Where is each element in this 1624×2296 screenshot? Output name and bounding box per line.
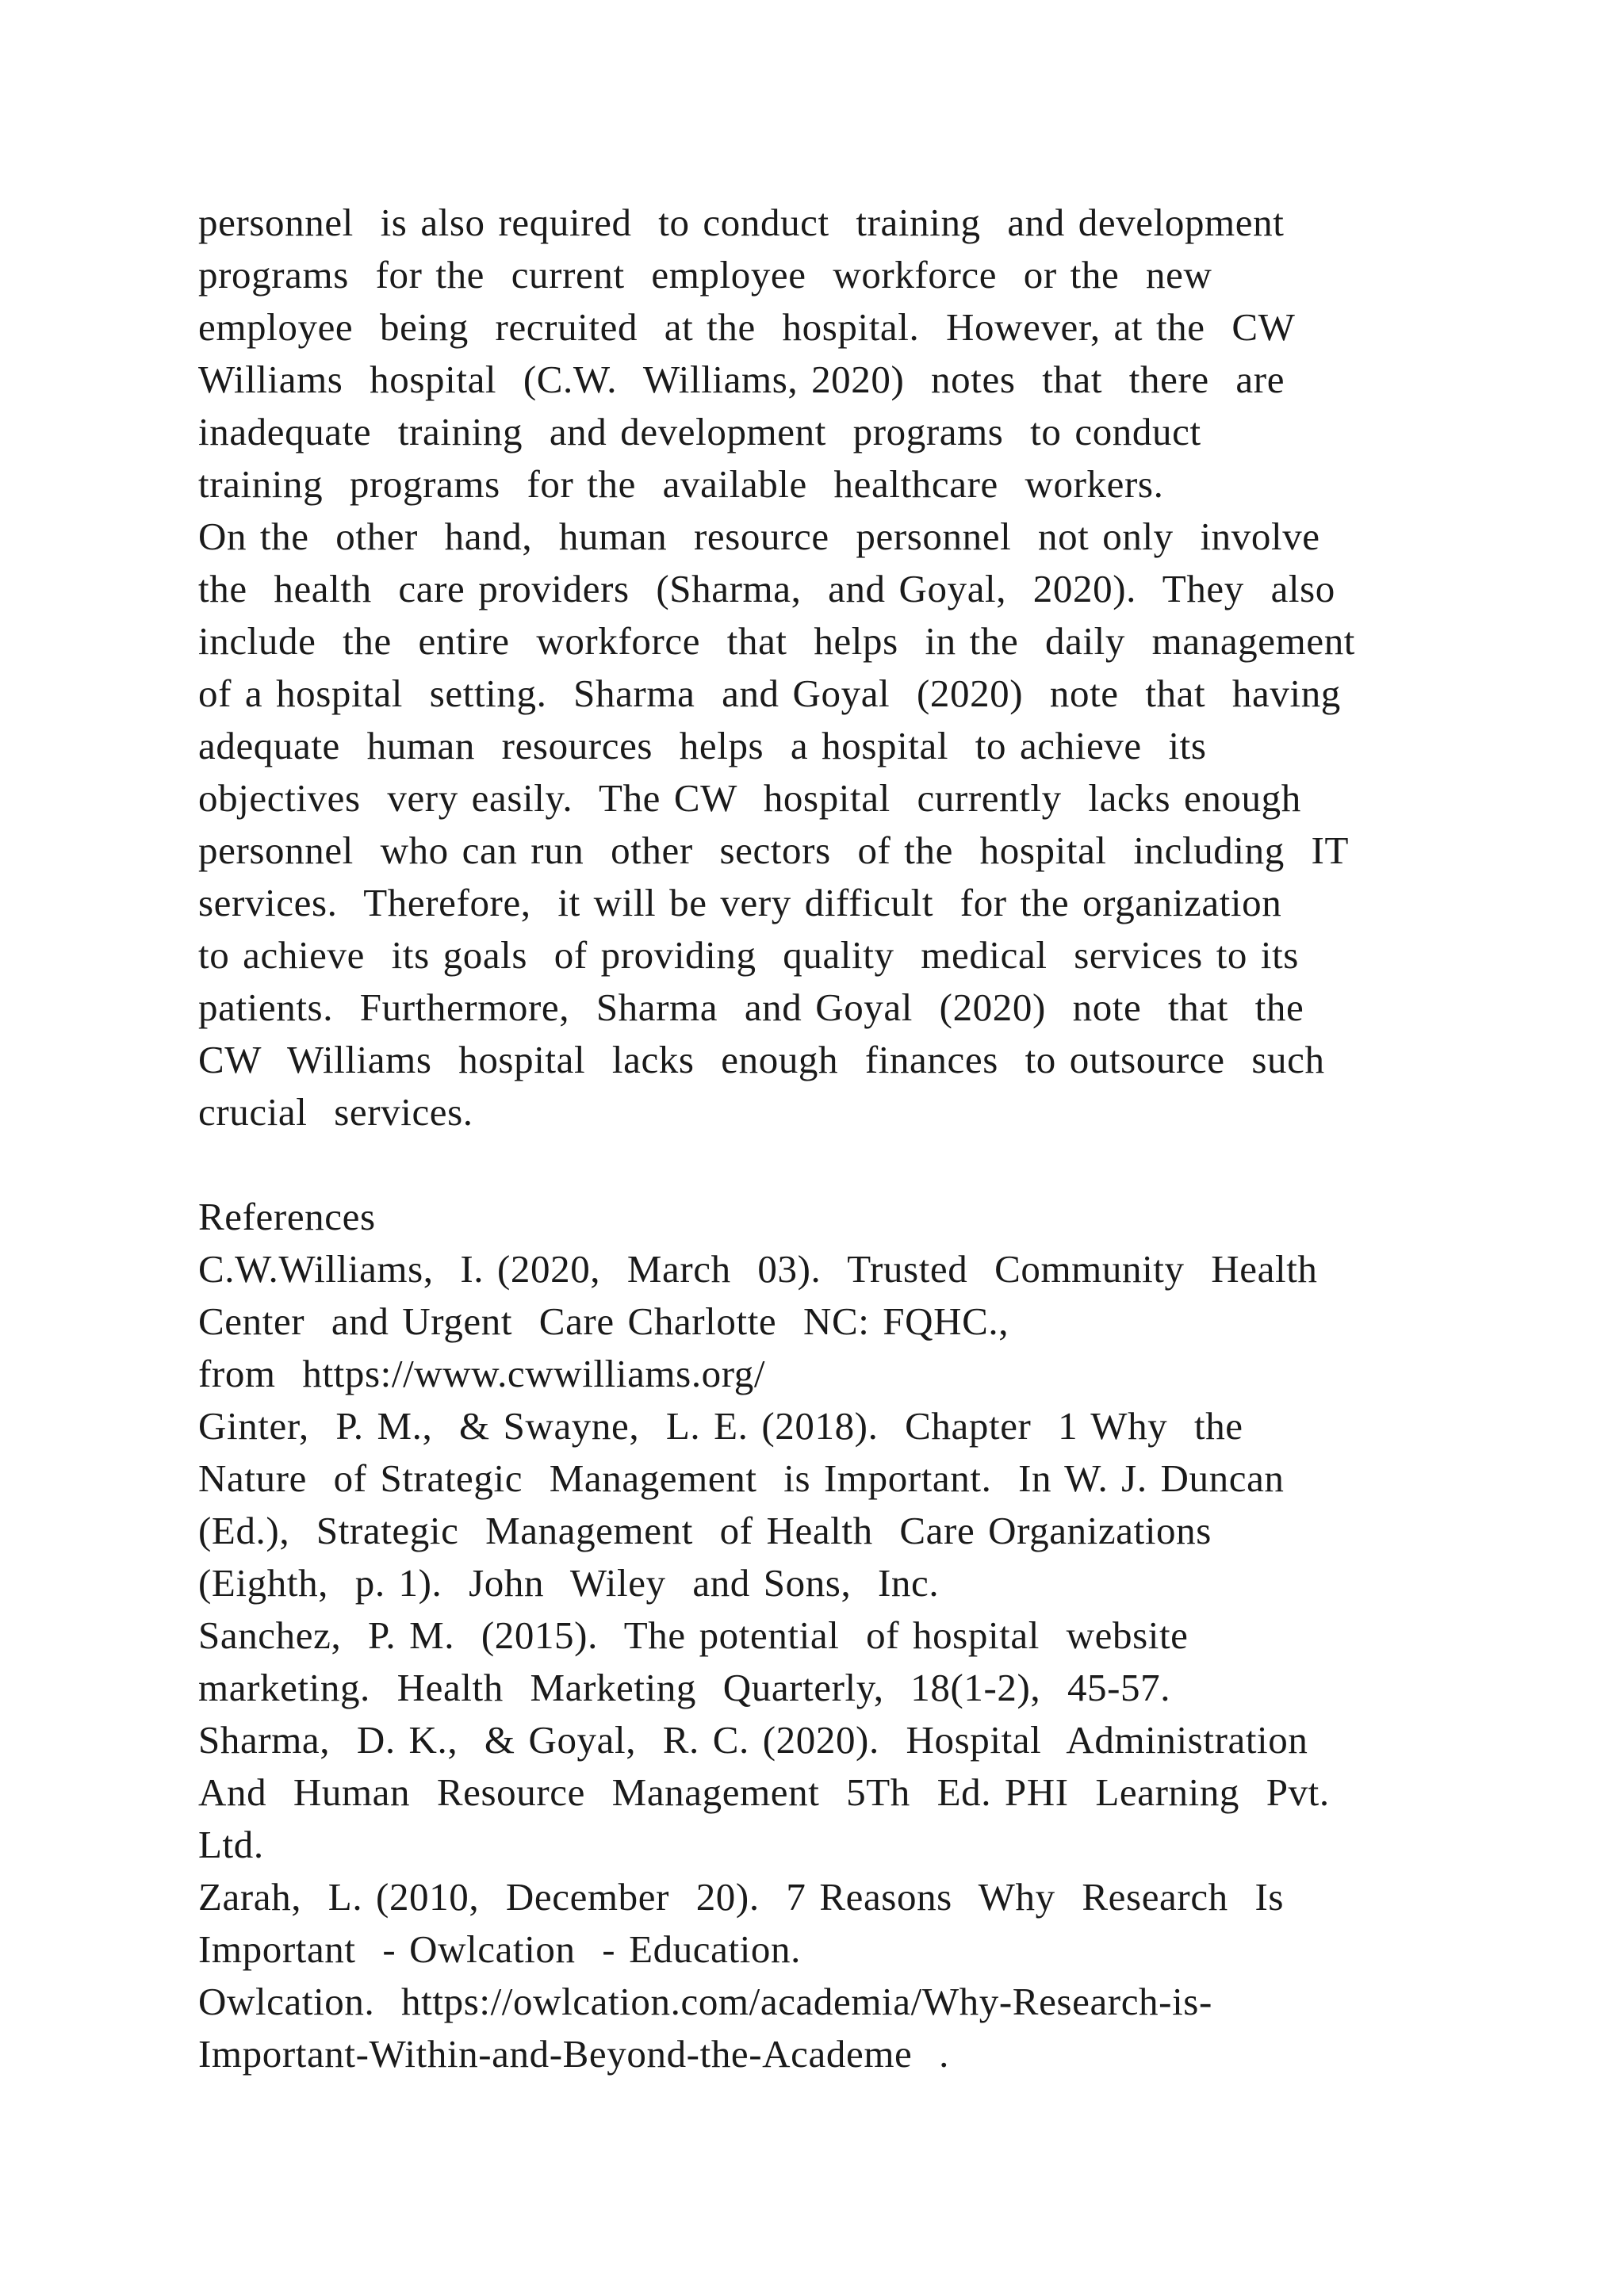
reference-line: Important - Owlcation - Education. bbox=[198, 1927, 801, 1971]
text-line: services. Therefore, it will be very difficult for the organization bbox=[198, 881, 1282, 924]
reference-line: Zarah, L. (2010, December 20). 7 Reasons Why Research Is bbox=[198, 1875, 1285, 1919]
reference-line: marketing. Health Marketing Quarterly, 18(1-2), 45-57. bbox=[198, 1666, 1171, 1709]
reference-line: Sharma, D. K., & Goyal, R. C. (2020). Hospital Administration bbox=[198, 1718, 1308, 1762]
body-paragraph-1 bbox=[198, 197, 1530, 511]
document-text bbox=[198, 197, 1530, 2080]
reference-line: Important-Within-and-Beyond-the-Academe . bbox=[198, 2032, 949, 2076]
reference-line: (Eighth, p. 1). John Wiley and Sons, Inc. bbox=[198, 1561, 940, 1605]
text-line: objectives very easily. The CW hospital currently lacks enough bbox=[198, 776, 1301, 820]
reference-line: Ginter, P. M., & Swayne, L. E. (2018). Chapter 1 Why the bbox=[198, 1404, 1243, 1448]
reference-line: from https://www.cwwilliams.org/ bbox=[198, 1352, 766, 1395]
reference-line: Nature of Strategic Management is Important. In W. J. Duncan bbox=[198, 1456, 1285, 1500]
reference-line: Ltd. bbox=[198, 1823, 264, 1866]
text-line: inadequate training and development programs to conduct bbox=[198, 410, 1201, 453]
text-line: personnel who can run other sectors of the hospital including IT bbox=[198, 828, 1349, 872]
reference-line: Owlcation. https://owlcation.com/academia/Why-Research-is- bbox=[198, 1980, 1212, 2023]
text-line: to achieve its goals of providing quality medical services to its bbox=[198, 933, 1299, 977]
text-line: employee being recruited at the hospital. However, at the CW bbox=[198, 305, 1296, 349]
text-line: programs for the current employee workforce or the new bbox=[198, 253, 1212, 297]
reference-line: (Ed.), Strategic Management of Health Care Organizations bbox=[198, 1509, 1212, 1552]
references-heading: References bbox=[198, 1195, 376, 1238]
references-section bbox=[198, 1191, 1530, 2080]
text-line: On the other hand, human resource personnel not only involve bbox=[198, 515, 1320, 558]
text-line: CW Williams hospital lacks enough finances to outsource such bbox=[198, 1038, 1325, 1081]
reference-line: Sanchez, P. M. (2015). The potential of hospital website bbox=[198, 1613, 1189, 1657]
text-line: the health care providers (Sharma, and Goyal, 2020). They also bbox=[198, 567, 1335, 610]
text-line: adequate human resources helps a hospital to achieve its bbox=[198, 724, 1207, 767]
text-line: of a hospital setting. Sharma and Goyal (2020) note that having bbox=[198, 672, 1341, 715]
text-line: include the entire workforce that helps in the daily management bbox=[198, 619, 1356, 663]
text-line: patients. Furthermore, Sharma and Goyal (2020) note that the bbox=[198, 985, 1304, 1029]
text-line: training programs for the available healthcare workers. bbox=[198, 462, 1164, 506]
text-line: crucial services. bbox=[198, 1090, 473, 1134]
reference-line: And Human Resource Management 5Th Ed. PHI Learning Pvt. bbox=[198, 1770, 1330, 1814]
reference-line: Center and Urgent Care Charlotte NC: FQHC., bbox=[198, 1299, 1009, 1343]
paragraph-spacer bbox=[198, 1138, 1530, 1191]
body-paragraph-2 bbox=[198, 511, 1530, 1138]
text-line: personnel is also required to conduct training and development bbox=[198, 201, 1285, 244]
text-line: Williams hospital (C.W. Williams, 2020) notes that there are bbox=[198, 358, 1285, 401]
reference-line: C.W.Williams, I. (2020, March 03). Trusted Community Health bbox=[198, 1247, 1318, 1291]
